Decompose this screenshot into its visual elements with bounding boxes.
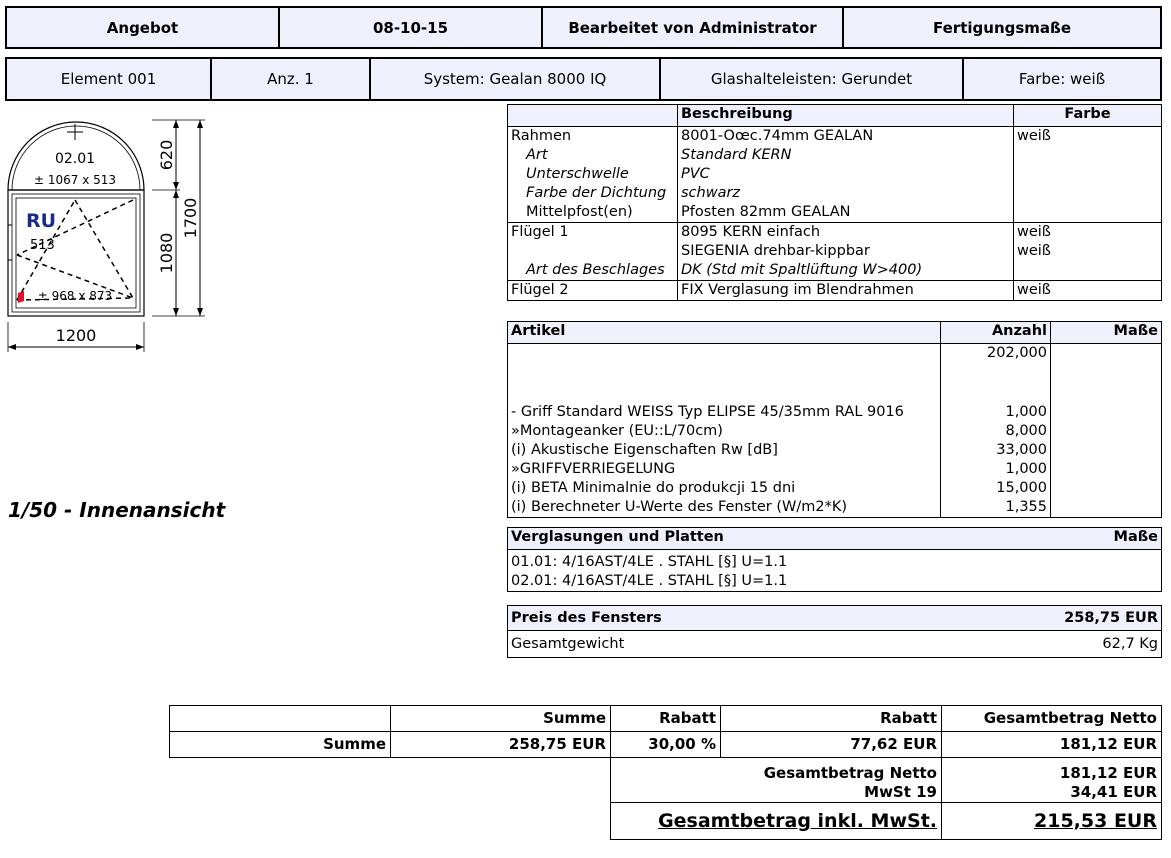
desc-color: weiß [1014,242,1162,261]
desc-label: Flügel 1 [508,223,678,243]
element-color: Farbe: weiß [1018,70,1106,88]
desc-header-description: Beschreibung [678,105,1014,127]
article-count: 1,355 [941,498,1051,518]
doc-editor: Bearbeitet von Administrator [543,8,844,47]
sum-header-net: Gesamtbetrag Netto [942,706,1162,732]
table-row [508,261,1162,281]
desc-label: Art [526,147,548,163]
table-row [508,344,1162,404]
glazing-entry: 02.01: 4/16AST/4LE . STAHL [§] U=1.1 [511,573,788,589]
table-row [508,441,1162,460]
net-vat-values [942,758,1162,803]
table-row [508,184,1162,203]
sash-label: RU [26,210,57,232]
desc-color: weiß [1014,281,1162,301]
table-row [508,403,1162,422]
element-glazing-beads: Glashalteleisten: Gerundet [661,59,964,99]
element-id: Element 001 [7,59,212,99]
table-row [508,146,1162,165]
articles-table [507,321,1162,518]
art-header-article: Artikel [508,322,941,344]
desc-label: Mittelpfost(en) [526,204,633,220]
vat-value: 34,41 EUR [1070,783,1157,801]
weight-value: 62,7 Kg [1102,636,1158,652]
article-size [1051,422,1162,441]
table-row [508,572,1162,592]
desc-color: weiß [1014,223,1162,243]
article-name: (i) Berechneter U-Werte des Fenster (W/m2*K) [511,499,847,515]
grand-total-value: 215,53 EUR [942,803,1162,840]
sum-value: 258,75 EUR [391,732,611,758]
desc-value: DK (Std mit Spaltlüftung W>400) [678,261,1014,281]
desc-label: Flügel 2 [508,281,678,301]
element-system: System: Gealan 8000 IQ [371,59,661,99]
art-header-size: Maße [1051,322,1162,344]
desc-value: 8001-Oœc.74mm GEALAN [678,127,1014,147]
dim-width: 1200 [55,326,97,345]
description-table [507,104,1162,301]
article-size [1051,479,1162,498]
weight-label: Gesamtgewicht [511,636,625,652]
table-row [508,223,1162,243]
desc-label: Unterschwelle [526,166,629,182]
vat-label: MwSt 19 [864,783,937,801]
table-row [508,498,1162,518]
article-count: 8,000 [941,422,1051,441]
table-row [508,165,1162,184]
doc-type: Angebot [7,8,280,47]
desc-value: 8095 KERN einfach [678,223,1014,243]
summary-table [169,705,1162,840]
table-row [508,242,1162,261]
sum-header-sum: Summe [391,706,611,732]
price-label: Preis des Fensters [508,606,907,631]
table-row [508,127,1162,147]
view-caption: 1/50 - Innenansicht [8,498,226,522]
dim-total-height: 1700 [181,197,200,239]
desc-label: Art des Beschlages [526,262,665,278]
desc-color [1014,203,1162,223]
desc-label [508,242,678,261]
price-table [507,605,1162,658]
article-name: »Montageanker (EU::L/70cm) [511,423,723,439]
article-size [1051,403,1162,422]
sum-row-label: Summe [170,732,391,758]
handle-icon [18,291,24,303]
grand-total-label: Gesamtbetrag inkl. MwSt. [611,803,942,840]
art-header-count: Anzahl [941,322,1051,344]
desc-label: Rahmen [508,127,678,147]
header-bar [5,6,1162,49]
article-count: 1,000 [941,460,1051,479]
desc-value: Standard KERN [678,146,1014,165]
dim-arch: 620 [157,139,176,171]
article-name: - Griff Standard WEISS Typ ELIPSE 45/35mm RAL 9016 [511,404,904,420]
desc-header-empty [508,105,678,127]
table-row [508,479,1162,498]
net-value: 181,12 EUR [942,732,1162,758]
doc-date: 08-10-15 [280,8,543,47]
table-row [508,460,1162,479]
sum-header-discount: Rabatt [611,706,721,732]
discount-amount: 77,62 EUR [721,732,942,758]
doc-mode: Fertigungsmaße [933,18,1071,37]
article-size [1051,441,1162,460]
net-label: Gesamtbetrag Netto [763,764,937,782]
table-row [508,281,1162,301]
desc-value: SIEGENIA drehbar-kippbar [678,242,1014,261]
article-name: (i) BETA Minimalnie do produkcji 15 dni [511,480,796,496]
price-value: 258,75 EUR [907,606,1162,631]
article-name: »GRIFFVERRIEGELUNG [511,461,676,477]
desc-value: schwarz [678,184,1014,203]
element-bar [5,57,1162,101]
table-row [508,550,1162,573]
desc-header-color: Farbe [1014,105,1162,127]
table-row [508,203,1162,223]
article-count: 33,000 [941,441,1051,460]
discount-percent: 30,00 % [611,732,721,758]
window-drawing [0,110,215,360]
glazing-entry: 01.01: 4/16AST/4LE . STAHL [§] U=1.1 [511,554,788,570]
table-row [508,422,1162,441]
dim-lower: 1080 [157,232,176,274]
desc-color [1014,165,1162,184]
net-total-value: 181,12 EUR [1059,764,1157,782]
article-count: 1,000 [941,403,1051,422]
arch-label: 02.01 [54,151,96,167]
desc-color [1014,261,1162,281]
article-size [1051,498,1162,518]
glazing-title: Verglasungen und Platten [508,528,1062,550]
arch-size: ± 1067 x 513 [33,173,117,187]
net-vat-labels [611,758,942,803]
element-count: Anz. 1 [212,59,371,99]
sash-number: 513 [30,238,55,253]
desc-color: weiß [1014,127,1162,147]
sash-size: ± 968 x 873 [37,289,113,303]
article-count: 15,000 [941,479,1051,498]
desc-value: Pfosten 82mm GEALAN [678,203,1014,223]
glazing-header-size: Maße [1062,528,1162,550]
glazing-table [507,527,1162,592]
article-name: (i) Akustische Eigenschaften Rw [dB] [511,442,778,458]
desc-color [1014,184,1162,203]
desc-color [1014,146,1162,165]
desc-value: PVC [678,165,1014,184]
sum-header-discount-amount: Rabatt [721,706,942,732]
art-top-count: 202,000 [941,344,1051,404]
desc-value: FIX Verglasung im Blendrahmen [678,281,1014,301]
article-size [1051,460,1162,479]
desc-label: Farbe der Dichtung [526,185,667,201]
